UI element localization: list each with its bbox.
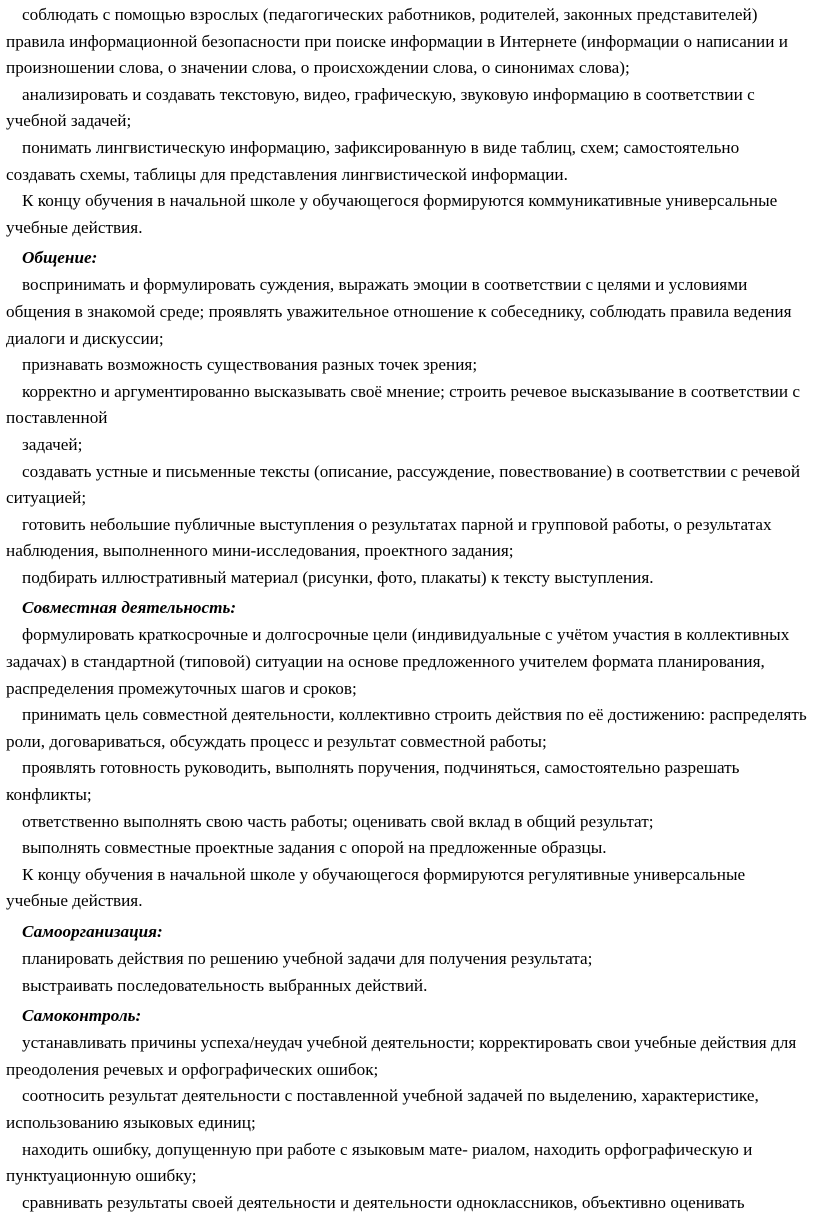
paragraph-presentations: готовить небольшие публичные выступления о результатах парной и групповой работы, о результатах наблюдения, выполненного мини-исследования, проектного задания;	[6, 514, 772, 561]
section-heading-self-organization: Самоорганизация:	[22, 922, 163, 941]
section-heading-self-control: Самоконтроль:	[22, 1006, 142, 1026]
paragraph-illustrations: подбирать иллюстративный материал (рисунки, фото, плакаты) к тексту выступления.	[22, 567, 654, 587]
paragraph-goals: формулировать краткосрочные и долгосрочные цели (индивидуальные с учётом участия в коллективных задачах) в стандартной (типовой) ситуации на основе предложенного учителем формата планирования, распределения промежуточных шагов и сроков;	[6, 625, 790, 698]
paragraph-responsibility: ответственно выполнять свою часть работы; оценивать свой вклад в общий результат;	[22, 811, 654, 831]
paragraph-task-continuation: задачей;	[22, 434, 83, 454]
paragraph-judgments: воспринимать и формулировать суждения, выражать эмоции в соответствии с целями и условиями общения в знакомой среде; проявлять уважительное отношение к собеседнику, соблюдать правила ведения диалоги и дискуссии;	[6, 275, 792, 348]
paragraph-joint-goal: принимать цель совместной деятельности, коллективно строить действия по её достижению: распределять роли, договариваться, обсуждать процесс и результат совместной работы;	[6, 705, 807, 751]
paragraph-linguistic-info: понимать лингвистическую информацию, зафиксированную в виде таблиц, схем; самостоятельно создавать схемы, таблицы для представления лингвистической информации.	[6, 137, 740, 184]
paragraph-compare-results: сравнивать результаты своей деятельности и деятельности одноклассников, объективно оценивать	[22, 1192, 745, 1212]
section-heading-joint-activity: Совместная деятельность:	[22, 598, 237, 618]
paragraph-regulatory-intro: К концу обучения в начальной школе у обучающегося формируются регулятивные универсальные учебные действия.	[6, 864, 746, 911]
document-page	[6, 2, 810, 1216]
paragraph-opinion: корректно и аргументированно высказывать своё мнение; строить речевое высказывание в соответствии с поставленной	[6, 381, 800, 428]
section-heading-communication: Общение:	[22, 248, 98, 268]
paragraph-sequence: выстраивать последовательность выбранных действий.	[22, 975, 428, 995]
paragraph-find-errors: находить ошибку, допущенную при работе с языковым мате- риалом, находить орфографическую и пунктуационную ошибку;	[6, 1139, 753, 1186]
paragraph-viewpoints: признавать возможность существования разных точек зрения;	[22, 355, 478, 375]
paragraph-project-tasks: выполнять совместные проектные задания с опорой на предложенные образцы.	[22, 838, 607, 858]
paragraph-correlate-result: соотносить результат деятельности с поставленной учебной задачей по выделению, характеристике, использованию языковых единиц;	[6, 1086, 759, 1132]
paragraph-plan-actions: планировать действия по решению учебной задачи для получения результата;	[22, 949, 593, 968]
paragraph-create-texts: создавать устные и письменные тексты (описание, рассуждение, повествование) в соответствии с речевой ситуацией;	[6, 461, 801, 508]
paragraph-success-reasons: устанавливать причины успеха/неудач учебной деятельности; корректировать свои учебные действия для преодоления речевых и орфографических ошибок;	[6, 1033, 797, 1079]
paragraph-communicative-intro: К концу обучения в начальной школе у обучающегося формируются коммуникативные универсальные учебные действия.	[6, 191, 778, 237]
paragraph-analyze-info: анализировать и создавать текстовую, видео, графическую, звуковую информацию в соответствии с учебной задачей;	[6, 84, 755, 131]
paragraph-info-safety: соблюдать с помощью взрослых (педагогических работников, родителей, законных представителей) правила информационной безопасности при поиске информации в Интернете (информации о написании и произношении слова, о значении слова, о происхождении слова, о синонимах слова);	[6, 5, 788, 78]
paragraph-leadership: проявлять готовность руководить, выполнять поручения, подчиняться, самостоятельно разрешать конфликты;	[6, 758, 740, 805]
